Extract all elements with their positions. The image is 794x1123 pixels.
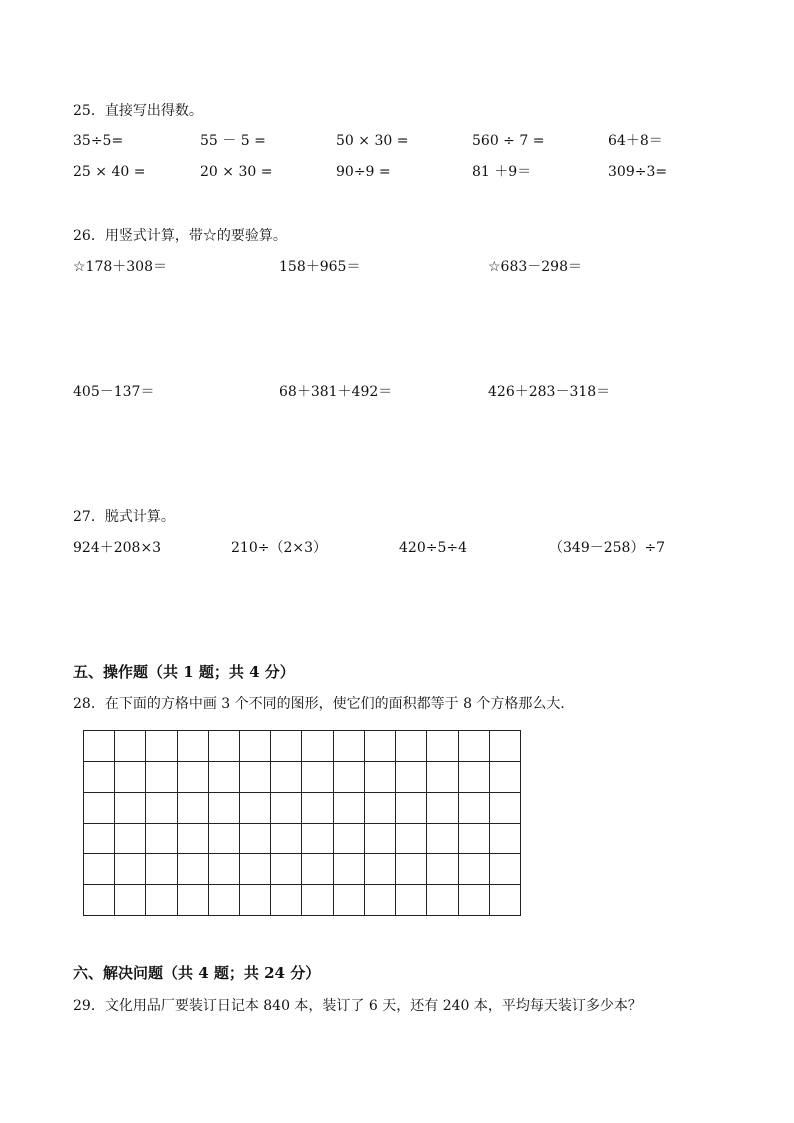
grid-cell [365, 731, 396, 762]
grid-cell [146, 731, 177, 762]
drawing-grid [83, 730, 521, 916]
grid-cell [240, 793, 271, 824]
q25-item: 35÷5= [73, 133, 124, 149]
grid-cell [209, 824, 240, 855]
grid-cell [365, 793, 396, 824]
q26-item: ☆683－298＝ [488, 259, 582, 275]
grid-cell [271, 731, 302, 762]
q25-item: 25 × 40 = [73, 164, 146, 180]
grid-cell [84, 793, 115, 824]
grid-cell [365, 824, 396, 855]
q25-title: 25．直接写出得数。 [73, 103, 203, 119]
grid-cell [178, 731, 209, 762]
grid-cell [271, 885, 302, 916]
grid-cell [427, 731, 458, 762]
grid-cell [115, 762, 146, 793]
grid-cell [459, 762, 490, 793]
q26-item: 68＋381＋492＝ [279, 384, 393, 400]
grid-cell [302, 854, 333, 885]
grid-cell [209, 793, 240, 824]
grid-cell [396, 731, 427, 762]
grid-cell [271, 854, 302, 885]
q25-item: 20 × 30 = [200, 164, 273, 180]
grid-cell [365, 885, 396, 916]
q26-title: 26．用竖式计算，带☆的要验算。 [73, 228, 287, 244]
grid-cell [427, 885, 458, 916]
grid-cell [334, 885, 365, 916]
q25-item: 50 × 30 = [336, 133, 409, 149]
q25-item: 560 ÷ 7 = [472, 133, 545, 149]
grid-cell [146, 854, 177, 885]
grid-cell [427, 854, 458, 885]
q25-item: 55 － 5 = [200, 133, 266, 149]
grid-cell [146, 824, 177, 855]
grid-cell [209, 854, 240, 885]
grid-cell [146, 762, 177, 793]
grid-cell [459, 731, 490, 762]
grid-cell [490, 762, 521, 793]
grid-cell [146, 885, 177, 916]
grid-cell [271, 824, 302, 855]
grid-cell [396, 885, 427, 916]
q25-item: 90÷9 = [336, 164, 391, 180]
grid-cell [115, 731, 146, 762]
grid-cell [115, 854, 146, 885]
grid-cell [178, 885, 209, 916]
grid-cell [84, 731, 115, 762]
q28-text: 28．在下面的方格中画 3 个不同的图形，使它们的面积都等于 8 个方格那么大． [73, 696, 575, 712]
grid-cell [334, 731, 365, 762]
q26-item: ☆178＋308＝ [73, 259, 167, 275]
grid-cell [178, 854, 209, 885]
grid-cell [84, 824, 115, 855]
grid-cell [334, 793, 365, 824]
grid-cell [271, 793, 302, 824]
grid-cell [302, 793, 333, 824]
grid-cell [334, 854, 365, 885]
q27-item: 924＋208×3 [73, 540, 162, 556]
grid-cell [334, 824, 365, 855]
grid-cell [459, 854, 490, 885]
grid-cell [396, 854, 427, 885]
grid-cell [178, 762, 209, 793]
grid-cell [84, 854, 115, 885]
grid-cell [490, 854, 521, 885]
grid-cell [115, 885, 146, 916]
q25-item: 64＋8＝ [608, 133, 663, 149]
grid-cell [490, 885, 521, 916]
grid-cell [84, 885, 115, 916]
q27-item: （349－258）÷7 [549, 540, 666, 556]
q29-text: 29．文化用品厂要装订日记本 840 本，装订了 6 天，还有 240 本，平均每天装订多少本？ [73, 998, 642, 1014]
grid-cell [115, 824, 146, 855]
grid-cell [396, 762, 427, 793]
grid-cell [271, 762, 302, 793]
q26-item: 158＋965＝ [279, 259, 361, 275]
grid-cell [302, 762, 333, 793]
grid-cell [396, 824, 427, 855]
q25-item: 81 ＋9＝ [472, 164, 532, 180]
grid-cell [490, 731, 521, 762]
grid-cell [427, 824, 458, 855]
q27-title: 27．脱式计算。 [73, 509, 175, 525]
grid-cell [459, 824, 490, 855]
section6-heading: 六、解决问题（共 4 题；共 24 分） [73, 964, 321, 982]
grid-cell [302, 731, 333, 762]
grid-cell [84, 762, 115, 793]
q25-item: 309÷3= [608, 164, 668, 180]
grid-cell [240, 731, 271, 762]
grid-cell [115, 793, 146, 824]
grid-cell [490, 793, 521, 824]
grid-cell [178, 793, 209, 824]
grid-cell [178, 824, 209, 855]
grid-cell [490, 824, 521, 855]
grid-cell [302, 824, 333, 855]
grid-cell [459, 793, 490, 824]
grid-cell [302, 885, 333, 916]
section5-heading: 五、操作题（共 1 题；共 4 分） [73, 663, 295, 681]
grid-cell [396, 793, 427, 824]
grid-cell [209, 762, 240, 793]
q26-item: 405－137＝ [73, 384, 155, 400]
grid-cell [240, 854, 271, 885]
grid-cell [365, 762, 396, 793]
q27-item: 420÷5÷4 [399, 540, 467, 556]
grid-cell [240, 885, 271, 916]
grid-cell [459, 885, 490, 916]
grid-cell [240, 762, 271, 793]
q27-item: 210÷（2×3） [231, 540, 327, 556]
q26-item: 426＋283－318＝ [488, 384, 611, 400]
grid-cell [365, 854, 396, 885]
grid-cell [240, 824, 271, 855]
grid-cell [427, 762, 458, 793]
grid-cell [209, 731, 240, 762]
grid-cell [334, 762, 365, 793]
grid-cell [427, 793, 458, 824]
grid-cell [209, 885, 240, 916]
grid-cell [146, 793, 177, 824]
